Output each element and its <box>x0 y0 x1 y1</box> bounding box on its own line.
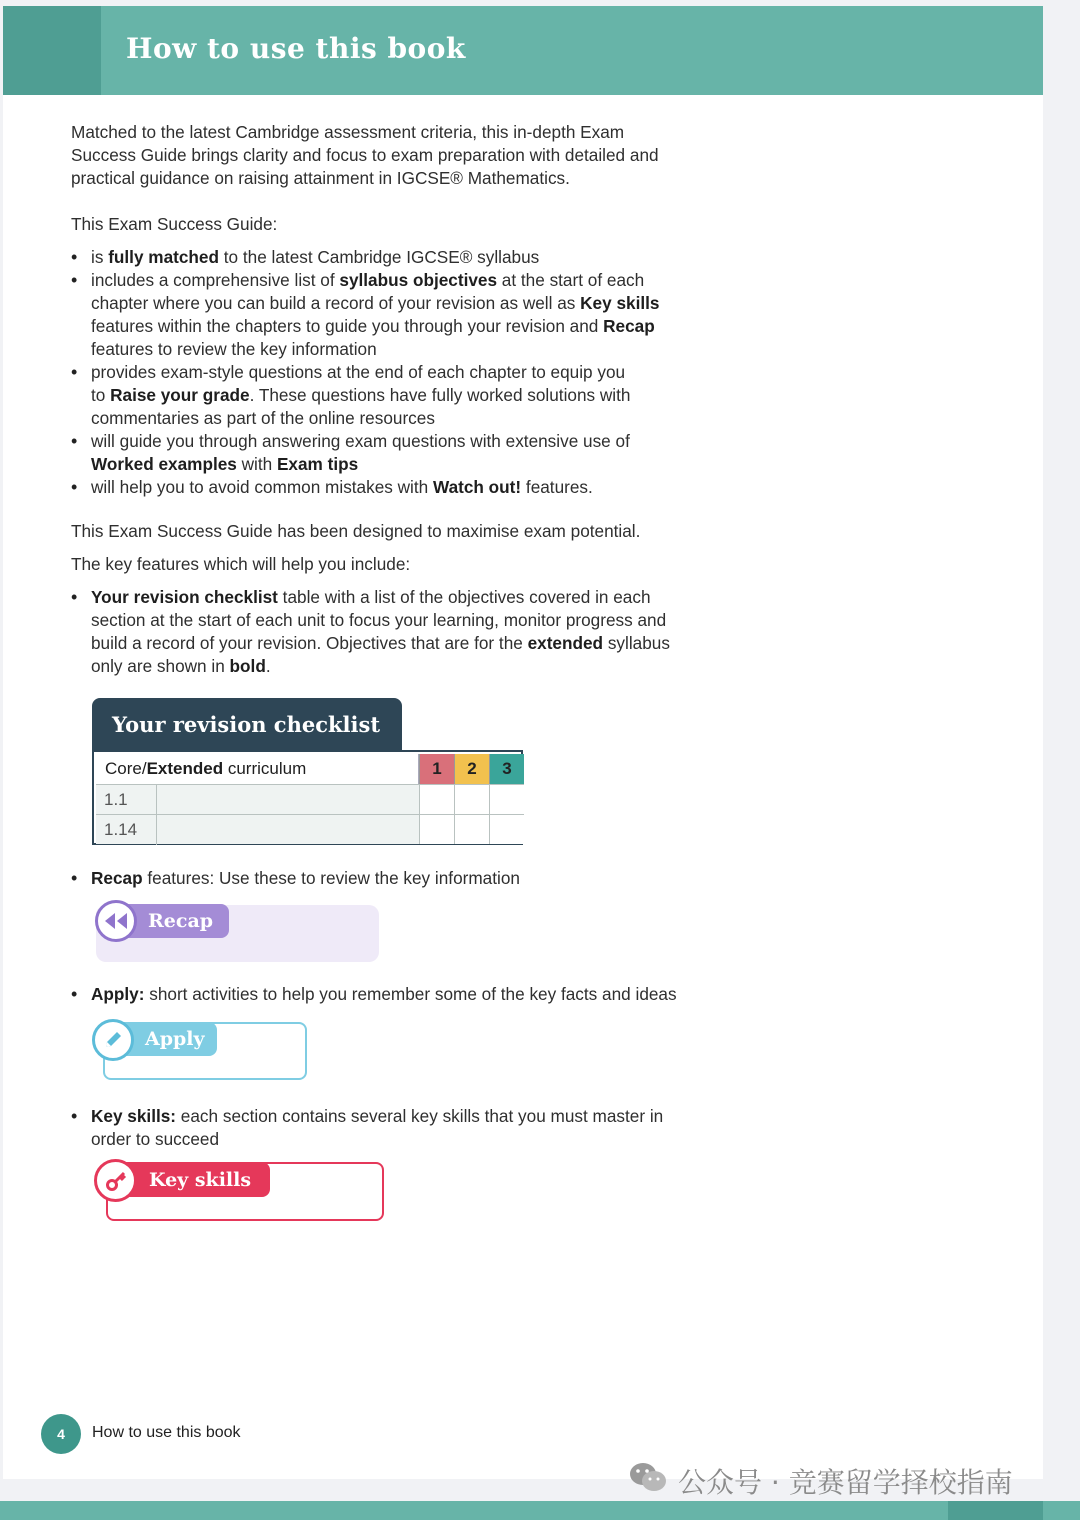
guide-bullet-line <box>91 384 659 407</box>
text-run: includes a comprehensive list of <box>91 270 340 290</box>
bold-term: Watch out! <box>432 477 522 497</box>
level-2-header: 2 <box>454 754 489 784</box>
text-run: features. <box>521 477 593 497</box>
checklist-bullet-line <box>91 632 670 655</box>
guide-bullet-line <box>91 453 659 476</box>
guide-bullet-line <box>91 430 659 453</box>
bold-term: Worked examples <box>91 454 237 474</box>
recap-bullet-bold: Recap <box>91 868 143 888</box>
level-2-checkbox[interactable] <box>454 784 489 814</box>
objective-number: 1.1 <box>96 785 157 815</box>
curriculum-core: Core/ <box>105 759 147 778</box>
bold-term: fully matched <box>108 247 219 267</box>
text-run: to <box>91 385 111 405</box>
curriculum-rest: curriculum <box>223 759 307 778</box>
level-2-checkbox[interactable] <box>454 814 489 844</box>
bold-term: Key skills <box>580 293 660 313</box>
checklist-table <box>92 750 523 845</box>
header-tab <box>3 6 101 95</box>
footer-title: How to use this book <box>92 1424 241 1441</box>
bold-term: Exam tips <box>276 454 359 474</box>
curriculum-header <box>96 754 419 784</box>
bottom-band <box>0 1501 1080 1520</box>
checklist-row <box>96 784 419 814</box>
checklist-row <box>96 814 419 844</box>
text-run: is <box>91 247 109 267</box>
level-1-checkbox[interactable] <box>419 814 454 844</box>
text-run: with <box>236 454 277 474</box>
guide-bullet-item <box>71 430 659 476</box>
text-run: each section contains several key skills that you must master in <box>176 1106 664 1126</box>
apply-bullet-text: short activities to help you remember some of the key facts and ideas <box>144 984 677 1004</box>
recap-badge: Recap <box>115 904 229 938</box>
text-run: commentaries as part of the online resources <box>91 408 435 428</box>
page-number: 4 <box>41 1414 81 1454</box>
design-line: This Exam Success Guide has been designed to maximise exam potential. <box>71 521 641 541</box>
recap-bullet <box>71 867 520 890</box>
text-run: will guide you through answering exam questions with extensive use of <box>91 431 630 451</box>
level-3-checkbox[interactable] <box>489 784 524 814</box>
wechat-icon <box>628 1460 668 1501</box>
text-run: features within the chapters to guide you through your revision and <box>91 316 604 336</box>
recap-bullet-text: features: Use these to review the key information <box>142 868 520 888</box>
header-bar <box>3 6 1043 95</box>
text-run: provides exam-style questions at the end of each chapter to equip you <box>91 362 626 382</box>
intro-line: Success Guide brings clarity and focus to exam preparation with detailed and <box>71 145 659 165</box>
keyskills-bullet-item <box>71 1105 663 1151</box>
text-run: build a record of your revision. Objectives that are for the <box>91 633 528 653</box>
guide-bullet-item <box>71 246 659 269</box>
bottom-band-tab <box>948 1501 1043 1520</box>
level-3-header: 3 <box>489 754 524 784</box>
text-run: syllabus <box>603 633 670 653</box>
guide-bullet-line <box>91 407 659 430</box>
bold-term: Raise your grade <box>110 385 250 405</box>
guide-bullet-line <box>91 361 659 384</box>
intro-line: practical guidance on raising attainment in IGCSE® Mathematics. <box>71 168 570 188</box>
curriculum-extended: Extended <box>146 759 224 778</box>
bold-term: extended <box>527 633 604 653</box>
checklist-title: Your revision checklist <box>112 712 381 737</box>
watermark-text: 公众号 · 竞赛留学择校指南 <box>678 1465 1013 1499</box>
text-run: order to succeed <box>91 1129 220 1149</box>
text-run: . <box>265 656 271 676</box>
keyskills-bullet-line <box>91 1105 663 1128</box>
bold-term: bold <box>229 656 266 676</box>
guide-lead: This Exam Success Guide: <box>71 214 278 234</box>
apply-bullet-item <box>71 983 677 1006</box>
bold-term: Recap <box>603 316 655 336</box>
guide-bullet-line <box>91 315 659 338</box>
text-run: chapter where you can build a record of your revision as well as <box>91 293 581 313</box>
guide-bullet-item <box>71 476 659 499</box>
page <box>3 6 1043 1479</box>
text-run: features to review the key information <box>91 339 377 359</box>
recap-bullet-item <box>71 867 520 890</box>
text-run: table with a list of the objectives covered in each <box>277 587 651 607</box>
keyskills-bullet <box>71 1105 663 1151</box>
apply-bullet-bold: Apply: <box>91 984 145 1004</box>
checklist-bullet-item <box>71 586 670 678</box>
objective-number: 1.14 <box>96 815 157 845</box>
bold-term: Your revision checklist <box>91 587 278 607</box>
apply-bullet <box>71 983 677 1006</box>
level-1-header: 1 <box>419 754 454 784</box>
bold-term: syllabus objectives <box>339 270 498 290</box>
checklist-bullet-line <box>91 655 670 678</box>
level-3-checkbox[interactable] <box>489 814 524 844</box>
guide-bullet-list <box>71 246 659 499</box>
apply-badge: Apply <box>113 1022 217 1056</box>
key-features-line: The key features which will help you include: <box>71 554 411 574</box>
text-run: only are shown in <box>91 656 230 676</box>
intro-line: Matched to the latest Cambridge assessment criteria, this in-depth Exam <box>71 122 625 142</box>
page-title: How to use this book <box>126 32 466 65</box>
bold-term: Key skills: <box>91 1106 177 1126</box>
watermark <box>628 1460 1013 1501</box>
guide-bullet-line <box>91 338 659 361</box>
guide-bullet-item <box>71 361 659 430</box>
pencil-icon <box>92 1019 134 1061</box>
key-icon <box>94 1159 137 1202</box>
rewind-icon <box>95 900 137 942</box>
text-run: at the start of each <box>497 270 645 290</box>
guide-bullet-line <box>91 246 659 269</box>
checklist-bullet-line <box>91 586 670 609</box>
checklist-bullet-line <box>91 609 670 632</box>
guide-bullet-item <box>71 269 659 361</box>
guide-bullet-line <box>91 269 659 292</box>
guide-bullet-line <box>91 476 659 499</box>
intro-paragraph <box>71 121 659 190</box>
level-1-checkbox[interactable] <box>419 784 454 814</box>
checklist-header <box>92 698 402 750</box>
text-run: section at the start of each unit to focus your learning, monitor progress and <box>91 610 667 630</box>
keyskills-bullet-line <box>91 1128 663 1151</box>
text-run: will help you to avoid common mistakes with <box>91 477 433 497</box>
keyskills-badge: Key skills <box>115 1162 270 1197</box>
checklist-bullet <box>71 586 670 678</box>
text-run: . These questions have fully worked solutions with <box>249 385 631 405</box>
text-run: to the latest Cambridge IGCSE® syllabus <box>218 247 540 267</box>
guide-bullet-line <box>91 292 659 315</box>
